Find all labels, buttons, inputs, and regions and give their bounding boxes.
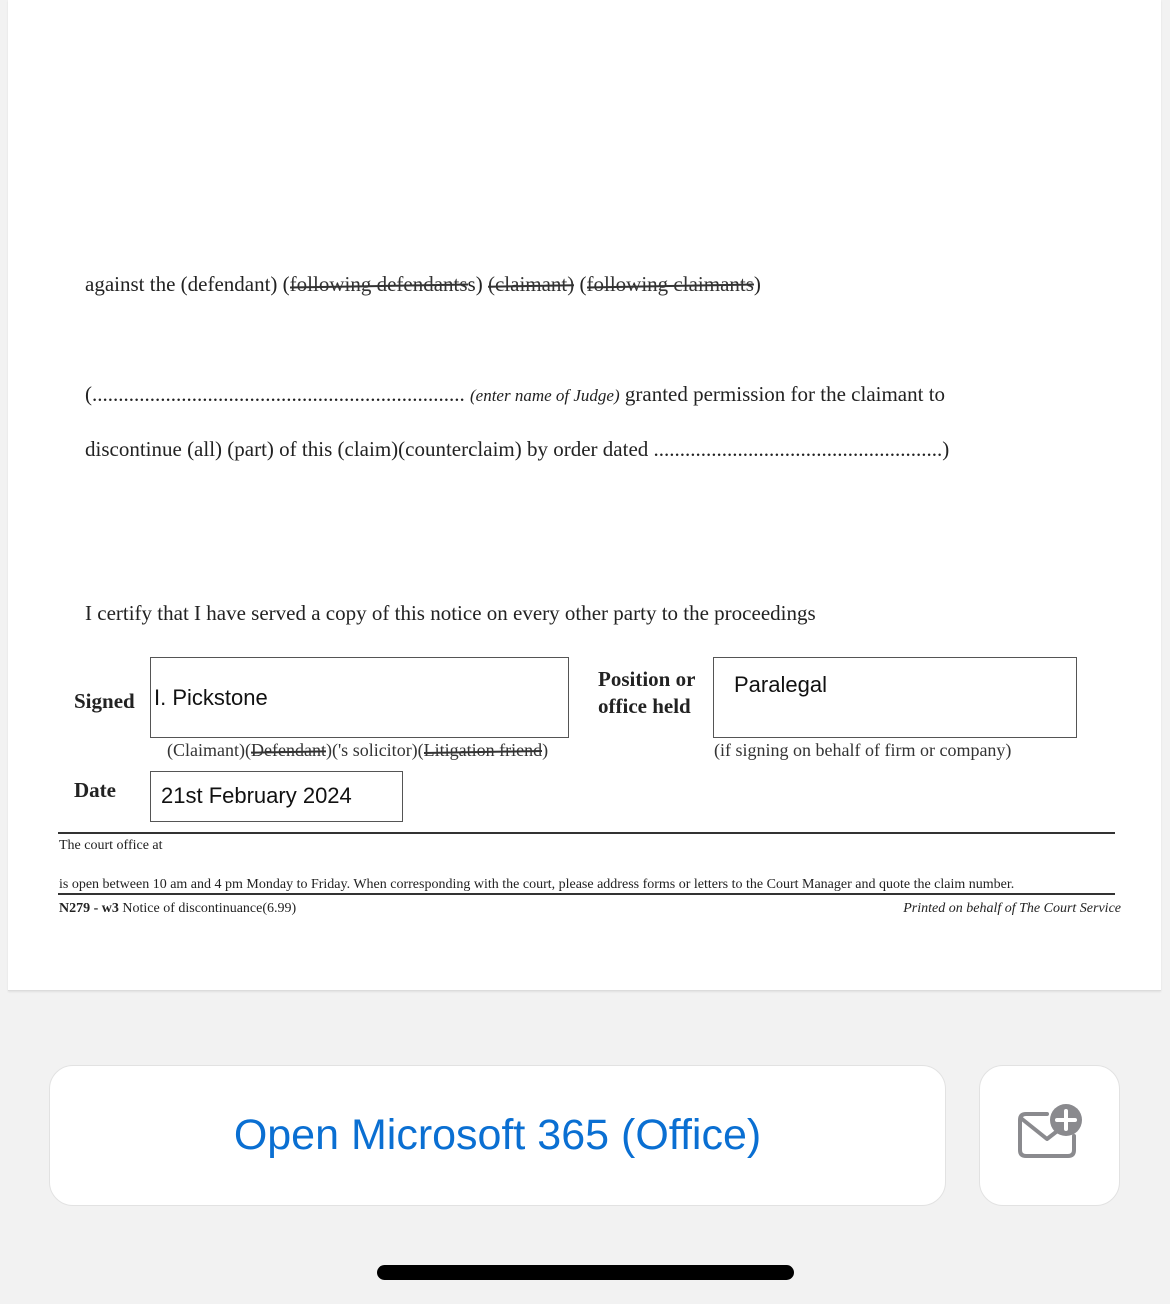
footer-rule-bottom xyxy=(58,893,1115,895)
open-button-label: Open Microsoft 365 (Office) xyxy=(233,1111,762,1159)
printed-by: Printed on behalf of The Court Service xyxy=(903,901,1121,916)
caption-solicitor: )('s solicitor)( xyxy=(325,740,424,760)
certify-statement: I certify that I have served a copy of this notice on every other party to the proceedings xyxy=(85,601,816,625)
form-reference xyxy=(59,901,296,917)
permission-text: granted permission for the claimant to xyxy=(624,382,946,406)
struck-defendant: Defendant xyxy=(250,740,326,760)
against-prefix: against the (defendant) ( xyxy=(85,272,290,296)
position-label-2: office held xyxy=(598,694,691,718)
signed-label: Signed xyxy=(74,689,135,713)
permission-line-1 xyxy=(85,382,945,407)
footer-rule-top xyxy=(58,832,1115,834)
against-mid-2: ( xyxy=(574,272,587,296)
signed-caption xyxy=(167,740,548,761)
judge-blank: (....................................................................... xyxy=(85,382,465,406)
struck-defendants: following defendants xyxy=(289,272,468,296)
date-label: Date xyxy=(74,778,116,802)
position-label: Position or xyxy=(598,667,696,691)
position-field[interactable] xyxy=(713,657,1077,738)
position-caption: (if signing on behalf of firm or company) xyxy=(714,740,1012,760)
add-to-mail-button[interactable] xyxy=(979,1065,1120,1206)
open-microsoft-365-button[interactable] xyxy=(49,1065,946,1206)
document-page xyxy=(8,0,1161,991)
against-suffix: ) xyxy=(753,272,761,296)
signed-field[interactable] xyxy=(150,657,569,738)
opening-hours: is open between 10 am and 4 pm Monday to Friday. When corresponding with the court, please address forms or letters to the Court Manager and quote the claim number. xyxy=(59,877,1015,892)
form-title: Notice of discontinuance(6.99) xyxy=(122,901,297,916)
court-office-label: The court office at xyxy=(59,838,163,853)
against-line xyxy=(85,272,761,297)
form-code: N279 - w3 xyxy=(59,901,119,916)
caption-claimant: (Claimant)( xyxy=(167,740,251,760)
date-value: 21st February 2024 xyxy=(161,783,352,808)
mail-add-icon xyxy=(1016,1102,1084,1169)
position-value: Paralegal xyxy=(734,672,827,697)
struck-claimants: following claimants xyxy=(586,272,754,296)
date-field[interactable] xyxy=(150,771,403,822)
judge-hint: (enter name of Judge) xyxy=(470,386,620,405)
permission-line-2: discontinue (all) (part) of this (claim)(counterclaim) by order dated .......................................................) xyxy=(85,437,950,461)
home-indicator[interactable] xyxy=(377,1265,794,1280)
caption-end: ) xyxy=(542,740,549,760)
signed-value: I. Pickstone xyxy=(154,685,268,710)
against-mid: s) xyxy=(467,272,488,296)
struck-litigation-friend: Litigation friend xyxy=(423,740,543,760)
struck-claimant: (claimant) xyxy=(487,272,575,296)
